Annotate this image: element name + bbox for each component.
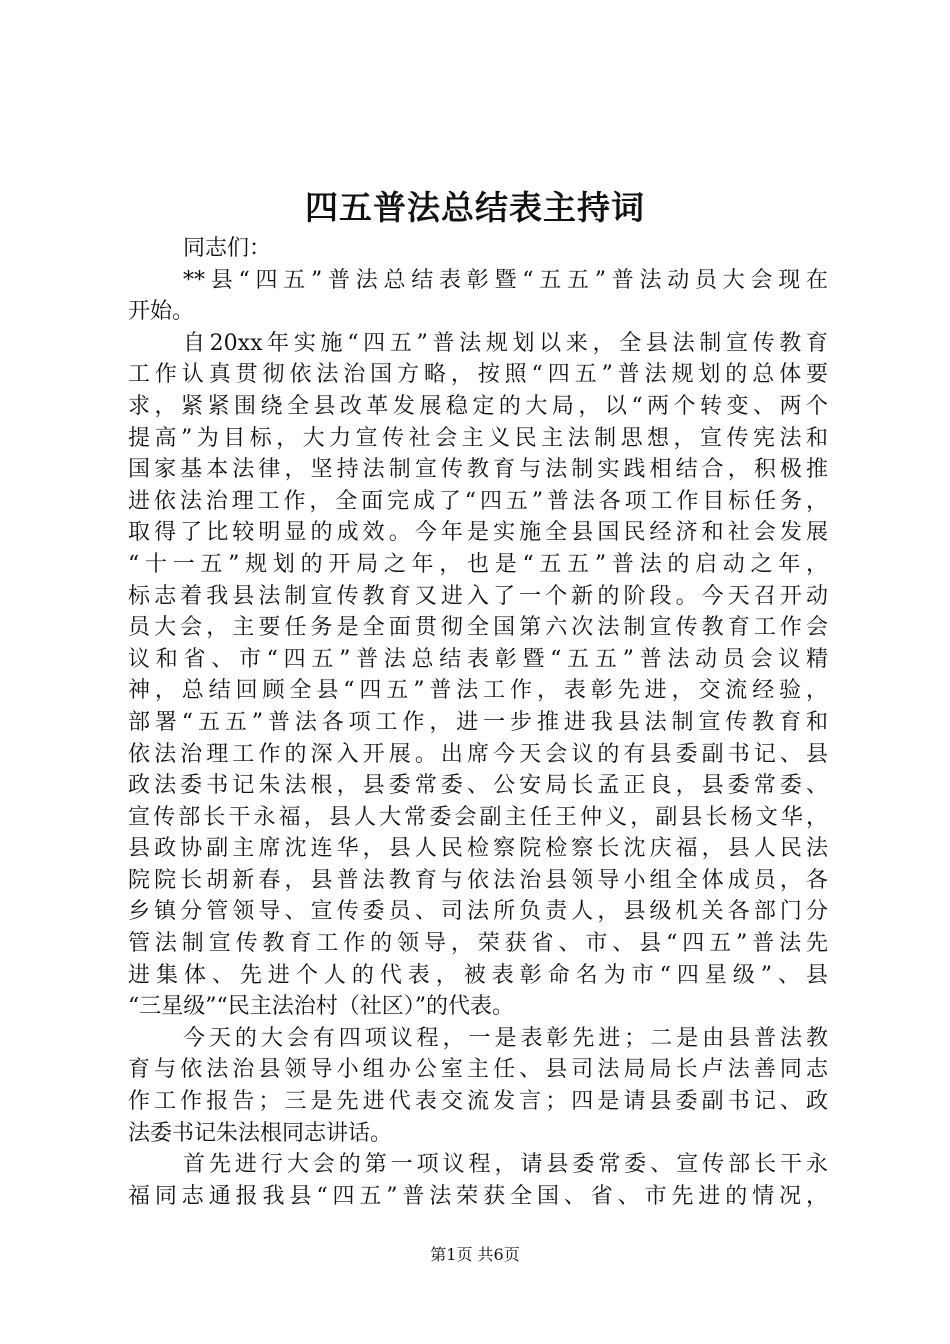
body-line: 首先进行大会的第一项议程，请县委常委、宣传部长干永 — [183, 1152, 828, 1178]
body-line: 员大会，主要任务是全面贯彻全国第六次法制宣传教育工作会 — [128, 615, 828, 641]
body-line: 议和省、市“四五”普法总结表彰暨“五五”普法动员会议精 — [128, 646, 828, 672]
page-footer: 第1页 共6页 — [430, 1245, 520, 1264]
body-line: 管法制宣传教育工作的领导，荣获省、市、县“四五”普法先 — [128, 931, 828, 957]
body-line: 神，总结回顾全县“四五”普法工作，表彰先进，交流经验， — [128, 678, 828, 704]
body-line: 标志着我县法制宣传教育又进入了一个新的阶段。今天召开动 — [128, 583, 828, 609]
document-title: 四五普法总结表主持词 — [305, 188, 645, 227]
body-line: 政法委书记朱法根，县委常委、公安局长孟正良，县委常委、 — [128, 773, 828, 799]
body-line: 县政协副主席沈连华，县人民检察院检察长沈庆福，县人民法 — [128, 836, 828, 862]
body-line: 育与依法治县领导小组办公室主任、县司法局局长卢法善同志 — [128, 1057, 828, 1083]
body-line: 部署“五五”普法各项工作，进一步推进我县法制宣传教育和 — [128, 709, 828, 735]
body-line: 提高”为目标，大力宣传社会主义民主法制思想，宣传宪法和 — [128, 425, 828, 451]
body-line: 法委书记朱法根同志讲话。 — [128, 1120, 393, 1146]
body-line: 福同志通报我县“四五”普法荣获全国、省、市先进的情况， — [128, 1183, 828, 1209]
document-body — [128, 233, 828, 1212]
body-line: 国家基本法律，坚持法制宣传教育与法制实践相结合，积极推 — [128, 457, 828, 483]
body-line: 作工作报告；三是先进代表交流发言；四是请县委副书记、政 — [128, 1089, 828, 1115]
body-line: 工作认真贯彻依法治国方略，按照“四五”普法规划的总体要 — [128, 362, 828, 388]
body-line: 依法治理工作的深入开展。出席今天会议的有县委副书记、县 — [128, 741, 828, 767]
body-line: 自20xx年实施“四五”普法规划以来，全县法制宣传教育 — [183, 330, 828, 356]
body-line: “十一五”规划的开局之年，也是“五五”普法的启动之年， — [128, 551, 828, 577]
body-line: 求，紧紧围绕全县改革发展稳定的大局，以“两个转变、两个 — [128, 393, 828, 419]
body-line: 进集体、先进个人的代表，被表彰命名为市“四星级”、县 — [128, 962, 828, 988]
body-line: 进依法治理工作，全面完成了“四五”普法各项工作目标任务， — [128, 488, 828, 514]
body-line: 乡镇分管领导、宣传委员、司法所负责人，县级机关各部门分 — [128, 899, 828, 925]
body-line: “三星级”“民主法治村（社区）”的代表。 — [128, 994, 514, 1020]
body-line: 同志们： — [183, 236, 272, 261]
body-line: **县“四五”普法总结表彰暨“五五”普法动员大会现在 — [183, 267, 828, 293]
body-line: 今天的大会有四项议程，一是表彰先进；二是由县普法教 — [183, 1025, 828, 1051]
body-line: 取得了比较明显的成效。今年是实施全县国民经济和社会发展 — [128, 520, 828, 546]
body-line: 宣传部长干永福，县人大常委会副主任王仲义，副县长杨文华， — [128, 804, 828, 830]
body-line: 开始。 — [128, 299, 195, 325]
body-line: 院院长胡新春，县普法教育与依法治县领导小组全体成员，各 — [128, 867, 828, 893]
